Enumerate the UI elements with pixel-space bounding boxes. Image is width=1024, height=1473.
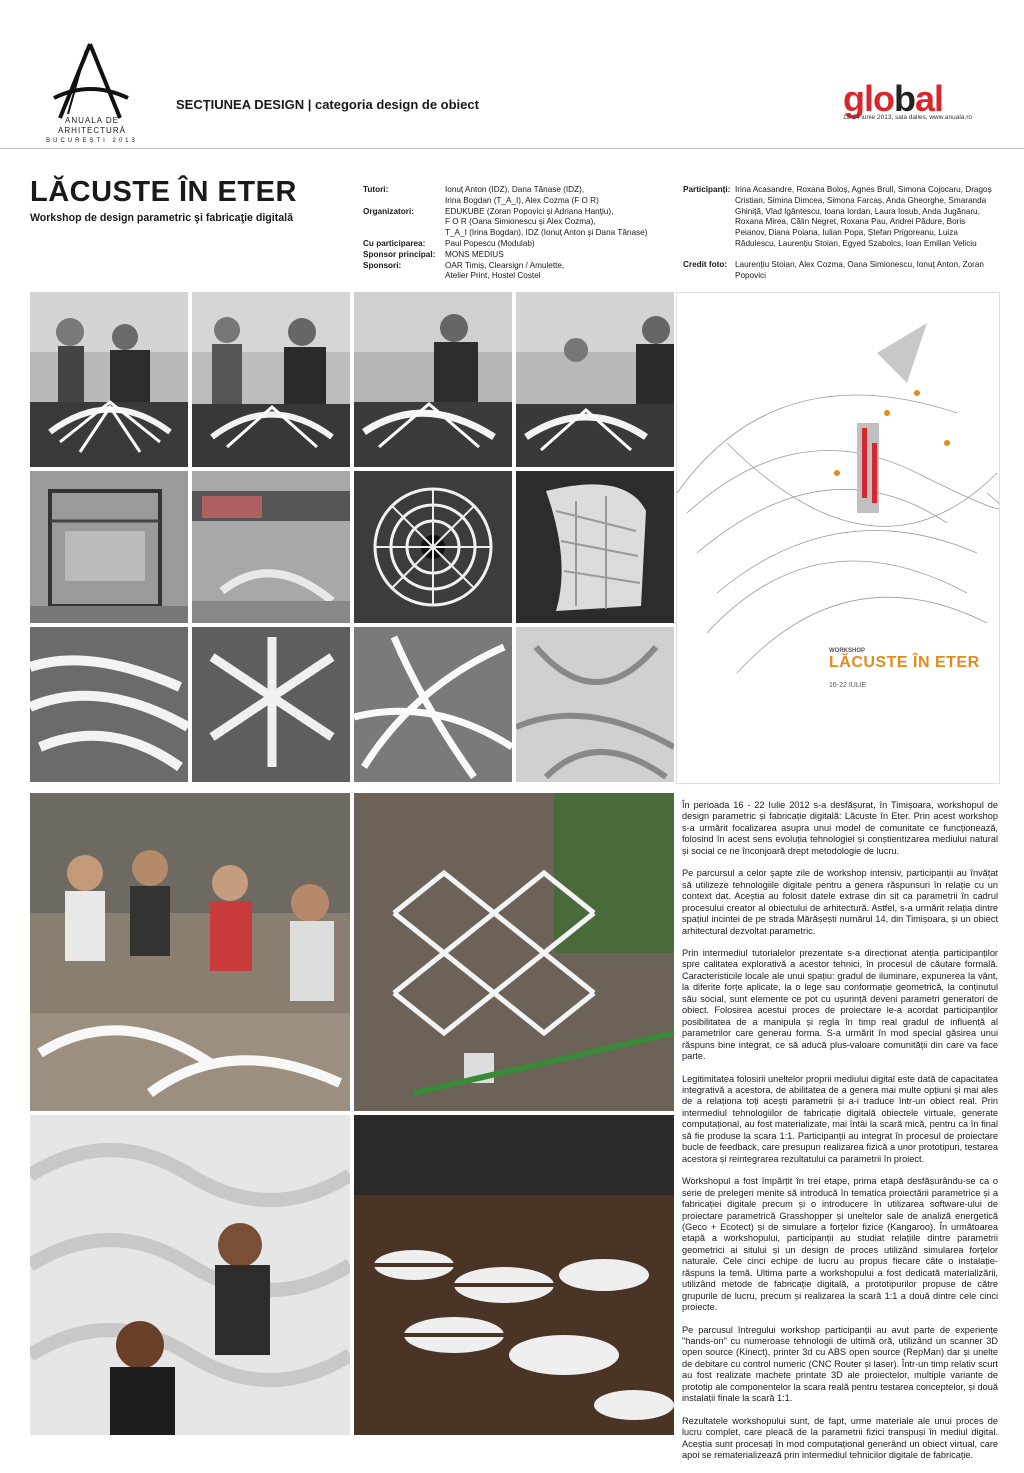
photo-participants-cutting (30, 793, 350, 1111)
photo-lattice-model-side (516, 471, 674, 623)
credit-row (363, 185, 663, 196)
credit-row (363, 207, 663, 218)
category-label: | categoria design de obiect (307, 97, 479, 112)
credit-row (363, 239, 663, 250)
global-logo-part-2: b (893, 78, 915, 119)
photo-courtyard-installation (354, 793, 674, 1111)
photo-installation-detail-1 (354, 627, 512, 782)
workshop-poster (676, 292, 1000, 784)
credit-value: F O R (Oana Simionescu și Alex Cozma), (445, 217, 596, 227)
credit-value: Ionuț Anton (IDZ), Dana Tănase (IDZ), (445, 185, 585, 194)
poster-title: LĂCUSTE ÎN ETER (829, 654, 980, 671)
project-subtitle: Workshop de design parametric şi fabricaţie digitală (30, 212, 293, 224)
photo-team-weaving-1 (30, 292, 188, 467)
photo-floor-installation (354, 1115, 674, 1435)
header-divider (0, 148, 1024, 149)
credit-key (363, 196, 445, 207)
photo-team-weaving-3 (354, 292, 512, 467)
logo-line1: ANUALA DE ARHITECTURĂ (58, 116, 126, 135)
credit-key: Participanți: (683, 185, 731, 194)
photo-assembling-installation (30, 1115, 350, 1435)
logo-line2: BUCUREȘTI 2013 (46, 138, 138, 144)
credit-row (363, 196, 663, 207)
photo-cut-pieces-floor-2 (192, 627, 350, 782)
photo-team-weaving-2 (192, 292, 350, 467)
photo-lattice-model-top (354, 471, 512, 623)
credit-key: Cu participarea: (363, 238, 426, 248)
credit-value: MONS MEDIUS (445, 249, 504, 259)
credit-key: Tutori: (363, 185, 389, 194)
credit-value: OAR Timiș, Clearsign / Amulette, (445, 260, 565, 270)
global-subtitle: 12-24 iunie 2013, sala dalles, www.anuala.ro (843, 114, 973, 121)
body-paragraph: Pe parcusul întregului workshop participanții au avut parte de experiențe "hands-on" cu numeroase tehnologii de ultimă oră, utilizând un scanner 3D open source (Kinect), printer 3d cu ABS open source (RepMan) dar și unelte de debitare cu control numeric (CNC Router și laser). Într-un timp relativ scurt au fost realizate machete printate 3D ale proiectelor, multiple variante de prototip ale componentelor la scara reală pentru testarea conceptelor, și două instalații finale la scară 1:1. (682, 1324, 998, 1404)
photo-team-weaving-4 (516, 292, 674, 467)
credit-value: Irina Acasandre, Roxana Boloș, Agnes Brull, Simona Cojocaru, Dragoș Cristian, Simina Dimcea, Simona Farcaș, Anda Gheorghe, Smaranda Ghiniță, Vlad Igântescu, Ioana Iordan, Laura Iosub, Anda Jugănaru, Roxana Mirea, Călin Negret, Roxana Pau, Andrei Pădure, Boris Peianov, Diana Poiana, Iulian Popa, Ștefan Prigoreanu, Luiza Rădulescu, Laurențiu Stoian, Egyed Szabolcs, Ioan Emilian Veliciu (735, 185, 992, 248)
credit-key (363, 217, 445, 228)
anuala-logo-text (44, 116, 140, 146)
credit-key: Credit foto: (683, 259, 728, 269)
project-title: LĂCUSTE ÎN ETER (30, 176, 297, 208)
credit-value: Paul Popescu (Modulab) (445, 238, 535, 248)
photo-credit-row (683, 260, 998, 282)
body-paragraph: Rezultatele workshopului sunt, de fapt, urme materiale ale unui proces de lucru complet, care pleacă de la parametrii fizici transpuși în mediul digital. Aceștia sunt procesați în mod computațional generând un obiect virtual, care apoi se rematerializează prin intermediul tehnicilor digitale de fabricație. (682, 1415, 998, 1461)
poster-eyebrow: WORKSHOP (829, 648, 865, 654)
credit-row (363, 271, 663, 282)
credit-key: Organizatori: (363, 206, 414, 216)
credit-row (363, 261, 663, 272)
credit-value: Laurențiu Stoian, Alex Cozma, Oana Simionescu, Ionuț Anton, Zoran Popovici (735, 259, 984, 280)
credit-row (363, 217, 663, 228)
credits-right (683, 185, 998, 291)
body-paragraph: Workshopul a fost împărțit în trei etape, prima etapă desfășurându-se ca o serie de prelegeri menite să introducă în tematica proiectării parametrice și a fabricației digitale precum și o introducere în utilizarea software-ului de proiectare parametrică Grasshopper și uneltelor sale de analiză energetică (Geco + Ecotect) și de simulare a forțelor fizice (Kangaroo). În următoarea etapă a workshopului, participanții au studiat relațiile dintre parametrii geometrici ai sitului și un design de proces utilizând simularea forțelor naturale. Cele cinci echipe de lucru au propus fiecare câte o instalație-răspuns la temă. Ultima parte a workshopului a fost dedicată materializării, utilizând metode de fabricație digitală, a prototipurilor propuse de către grupurile de lucru, precum și realizarea la scară 1:1 a două dintre cele cinci proiecte. (682, 1176, 998, 1313)
body-paragraph: Prin intermediul tutorialelor prezentate s-a direcționat atenția participanților spre calitatea explorativă a acestor tehnici, în procesul de căutare formală. Caracteristicile locale ale unui spațiu: gradul de iluminare, expunerea la vânt, la diferite forțe aplicate, la o lege sau conformație geometrică, la conținutul său social, sunt elemente ce pot cu ușurință deveni parametri generatori de obiect. Folosirea acestui proces de proiectare le-a acordat participanților posibilitatea de a manipula și regla în timp real gradul de influență al parametrilor care generau forma. S-a urmărit în mod special găsirea unui răspuns bine integrat, ce să aducă plus-valoare comunității din care va face parte. (682, 947, 998, 1062)
credit-value: T_A_I (Irina Bogdan), IDZ (Ionuț Anton și Dana Tănase) (445, 228, 648, 238)
global-logo-part-3: al (914, 78, 944, 119)
credit-key: Sponsori: (363, 260, 402, 270)
global-logo-part-1: glo (843, 78, 894, 119)
photo-cut-pieces-floor-1 (30, 627, 188, 782)
credit-key: Sponsor principal: (363, 249, 436, 259)
credit-value: Irina Bogdan (T_A_I), Alex Cozma (F O R) (445, 195, 599, 205)
participants-row (683, 185, 998, 250)
photo-printing-detail (192, 471, 350, 623)
article-body (682, 800, 998, 1473)
global-logo (843, 80, 943, 118)
credit-value: EDUKUBE (Zoran Popovici și Adriana Hanțiu), (445, 206, 614, 216)
photo-3d-printer (30, 471, 188, 623)
poster-date: 16-22 IULIE (829, 682, 867, 689)
body-paragraph: Pe parcursul a celor șapte zile de workshop intensiv, participanții au învățat să utilizeze tehnologiile digitale pentru a genera răspunsuri în relație cu un context dat. Aceștia au folosit datele extrase din sit ca parametrii în cadrul procesului creator al obiectului de arhitectură. Astfel, s-a urmărit relația dintre spațiul incintei de pe strada Mărășești numărul 14, din Timișoara, și un obiect arhitectural dezvoltat parametric. (682, 868, 998, 936)
photo-installation-detail-2 (516, 627, 674, 782)
body-paragraph: În perioada 16 - 22 Iulie 2012 s-a desfășurat, în Timișoara, workshopul de design parametric și fabricație digitală: Lăcuste în Eter. Prin acest workshop s-a urmărit focalizarea asupra unui model de comunitate ce funcționează, folosind în acest sens evoluția tehnologiei și conștientizarea mediului natural și social ce ne înconjoară drept metodologie de lucru. (682, 800, 998, 856)
credit-row (363, 250, 663, 261)
section-label: SECȚIUNEA DESIGN (176, 97, 305, 112)
body-paragraph: Legitimitatea folosirii uneltelor proprii mediului digital este dată de capacitatea integrativă a acestora, de abilitatea de a genera mai multe opțiuni și mai ales de a relaționa toți acești parametrii și a-i traduce într-un obiect real. Prin intermediul tehnologiilor de fabricație digitală obiectele virtuale, generate computațional, au fost materializate, mai întâi la scară mică, pentru ca în final să fie produse la scara 1:1. Participanții au integrat în procesul de proiectare bucle de feedback, care presupun realizarea fizică a unor prototipuri, testarea acestora și reintegrarea rezultatului ca parametrii în proiect. (682, 1073, 998, 1164)
credits-left (363, 185, 663, 282)
credit-key (363, 271, 445, 282)
credit-row (363, 228, 663, 239)
section-heading (176, 97, 479, 112)
credit-key (363, 228, 445, 239)
credit-value: Atelier Print, Hostel Costel (445, 271, 541, 281)
